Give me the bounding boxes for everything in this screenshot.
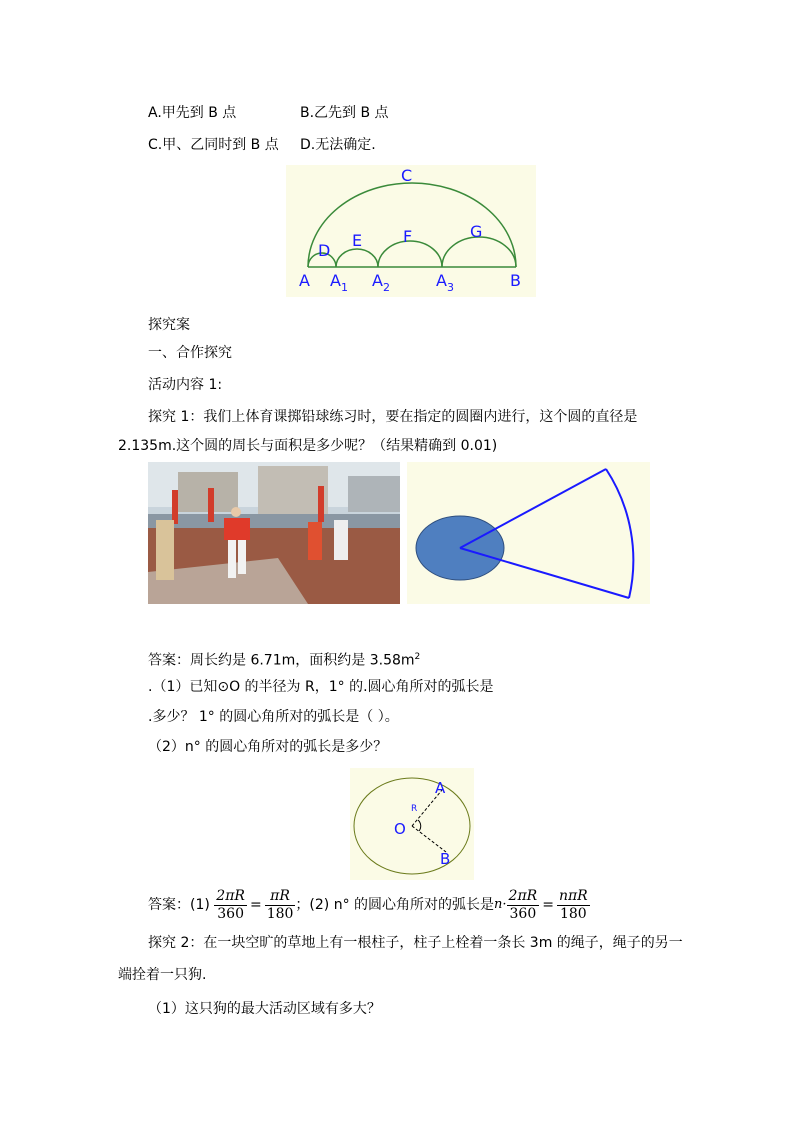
explore1-line1: 探究 1：我们上体育课掷铅球练习时，要在指定的圆圈内进行，这个圆的直径是 <box>148 409 638 425</box>
answer1-sup: 2 <box>414 652 421 662</box>
label-a3: $A_3$ <box>436 271 454 294</box>
fraction-2pir-360: $\frac{2\pi R}{360}$ <box>216 887 245 922</box>
answer1-text: 答案：周长约是 6.71m，面积约是 3.58m <box>148 652 415 669</box>
section-part1: 一、合作探究 <box>148 345 232 361</box>
answer2-n: n· <box>494 897 507 912</box>
explore1-line2: 2.135m.这个圆的周长与面积是多少呢？（结果精确到 0.01) <box>118 438 498 454</box>
label-g: G <box>470 222 483 241</box>
answer1 <box>148 648 420 670</box>
question2: （2）n° 的圆心角所对的弧长是多少？ <box>148 739 388 755</box>
arc-figure <box>286 165 536 297</box>
option-b: B.乙先到 B 点 <box>300 105 389 121</box>
explore2-question1: （1）这只狗的最大活动区域有多大？ <box>148 1001 381 1017</box>
question1-line2: .多少？ 1° 的圆心角所对的弧长是（ ）。 <box>148 709 399 725</box>
sector-figure <box>407 462 650 604</box>
fraction-2pir-360-b: $\frac{2\pi R}{360}$ <box>508 887 538 922</box>
question1-line1: .（1）已知⊙O 的半径为 R，1° 的.圆心角所对的弧长是 <box>148 679 494 695</box>
answer2: 答案：(1) $\frac{2\pi R}{360}$ = $\frac{\pi R}{180}$ ；(2) n° 的圆心角所对的弧长是n· $\frac{2\pi R}{360}$ = $\frac{\text{nπR}}{180}$ <box>148 887 588 922</box>
circle-aob-background <box>350 768 474 880</box>
option-a: A.甲先到 B 点 <box>148 105 237 121</box>
label-a2: $A_2$ <box>372 271 390 294</box>
label-point-o: O <box>394 820 406 838</box>
circle-aob-figure <box>350 768 474 880</box>
label-a: A <box>299 271 310 290</box>
section-heading: 探究案 <box>148 317 190 333</box>
label-a1: $A_1$ <box>330 271 348 294</box>
label-radius-r: R <box>411 804 418 814</box>
option-d: D.无法确定. <box>300 137 376 153</box>
label-point-a: A <box>435 779 446 797</box>
label-c: C <box>401 166 413 185</box>
label-b: B <box>510 271 521 290</box>
explore2-line2: 端拴着一只狗. <box>118 967 207 983</box>
answer2-mid: ；(2) n° 的圆心角所对的弧长是 <box>295 897 495 913</box>
shot-put-photo <box>148 462 400 604</box>
option-c: C.甲、乙同时到 B 点 <box>148 137 279 153</box>
fraction-npir-180: $\frac{\text{nπR}}{180}$ <box>558 887 588 922</box>
answer2-prefix: 答案：(1) <box>148 897 210 913</box>
fraction-pir-180: $\frac{\pi R}{180}$ <box>266 887 294 922</box>
label-e: E <box>352 231 363 250</box>
label-point-b: B <box>440 850 451 868</box>
explore2-line1: 探究 2：在一块空旷的草地上有一根柱子，柱子上栓着一条长 3m 的绳子，绳子的另一 <box>148 935 683 951</box>
activity-label: 活动内容 1: <box>148 377 223 393</box>
label-d: D <box>318 241 331 260</box>
label-f: F <box>403 227 413 246</box>
